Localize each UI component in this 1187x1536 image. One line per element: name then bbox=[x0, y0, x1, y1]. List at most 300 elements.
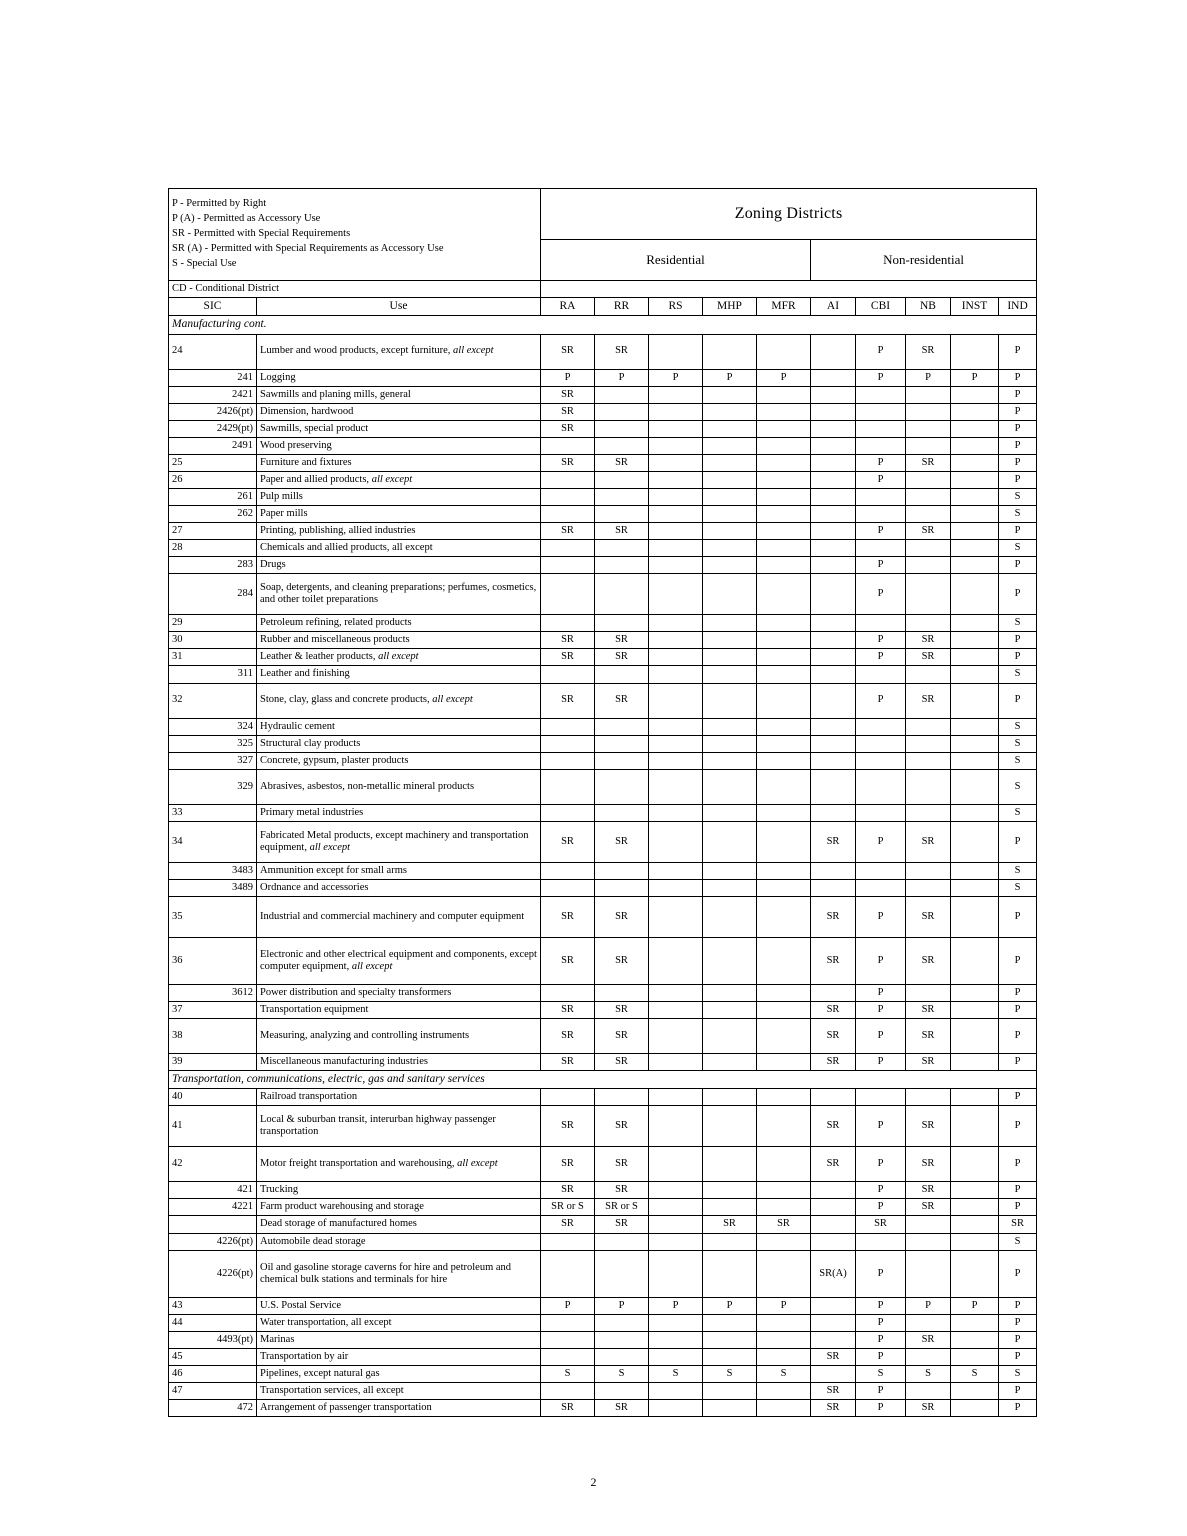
cell-ai bbox=[811, 420, 856, 437]
cell-ra bbox=[541, 1348, 595, 1365]
cell-mfr bbox=[757, 1331, 811, 1348]
cell-rs: S bbox=[649, 1365, 703, 1382]
cell-ai: SR bbox=[811, 1399, 856, 1416]
cell-ai: SR bbox=[811, 1106, 856, 1147]
cell-inst bbox=[951, 632, 999, 649]
cell-ra: SR bbox=[541, 386, 595, 403]
cell-mfr bbox=[757, 666, 811, 683]
legend-line: SR (A) - Permitted with Special Requirements as Accessory Use bbox=[172, 242, 444, 254]
cell-mfr bbox=[757, 437, 811, 454]
cell-nb: SR bbox=[906, 454, 951, 471]
cell-nb bbox=[906, 1089, 951, 1106]
cell-ai bbox=[811, 523, 856, 540]
cell-cbi: P bbox=[856, 937, 906, 984]
cell-sic: 3483 bbox=[169, 862, 257, 879]
cell-rr bbox=[595, 1348, 649, 1365]
cell-mhp bbox=[703, 984, 757, 1001]
cell-rs: P bbox=[649, 369, 703, 386]
cell-inst bbox=[951, 1382, 999, 1399]
cell-use: Petroleum refining, related products bbox=[257, 615, 541, 632]
cell-mhp: P bbox=[703, 369, 757, 386]
table-row bbox=[169, 752, 1037, 769]
cell-sic: 4493(pt) bbox=[169, 1331, 257, 1348]
cell-cbi: P bbox=[856, 1106, 906, 1147]
cell-ra bbox=[541, 769, 595, 804]
cell-mfr bbox=[757, 1054, 811, 1071]
cell-inst bbox=[951, 683, 999, 718]
cell-use: Arrangement of passenger transportation bbox=[257, 1399, 541, 1416]
cell-rr: SR bbox=[595, 1106, 649, 1147]
cell-inst bbox=[951, 804, 999, 821]
cell-rr: SR bbox=[595, 334, 649, 369]
cell-rr: SR bbox=[595, 937, 649, 984]
table-row bbox=[169, 649, 1037, 666]
cell-sic: 33 bbox=[169, 804, 257, 821]
cell-mfr bbox=[757, 1382, 811, 1399]
cell-sic: 44 bbox=[169, 1314, 257, 1331]
cell-inst bbox=[951, 735, 999, 752]
cell-mhp bbox=[703, 1399, 757, 1416]
cell-ai bbox=[811, 557, 856, 574]
cell-mfr bbox=[757, 1019, 811, 1054]
cell-sic: 3489 bbox=[169, 879, 257, 896]
cell-ra: SR bbox=[541, 683, 595, 718]
table-row bbox=[169, 896, 1037, 937]
cell-sic: 262 bbox=[169, 506, 257, 523]
cell-use: Leather & leather products, all except bbox=[257, 649, 541, 666]
cell-ind: S bbox=[999, 879, 1037, 896]
column-header-use: Use bbox=[257, 298, 541, 316]
cell-nb bbox=[906, 540, 951, 557]
cell-sic: 27 bbox=[169, 523, 257, 540]
cell-mfr bbox=[757, 984, 811, 1001]
table-row bbox=[169, 1348, 1037, 1365]
cell-ai: SR bbox=[811, 1348, 856, 1365]
table-row bbox=[169, 683, 1037, 718]
cell-use: Transportation services, all except bbox=[257, 1382, 541, 1399]
table-row bbox=[169, 1297, 1037, 1314]
cell-ind: P bbox=[999, 1182, 1037, 1199]
cell-ra: SR bbox=[541, 1399, 595, 1416]
cell-sic: 43 bbox=[169, 1297, 257, 1314]
cell-use: Trucking bbox=[257, 1182, 541, 1199]
cell-inst bbox=[951, 718, 999, 735]
cell-nb: SR bbox=[906, 1106, 951, 1147]
cell-rs bbox=[649, 1331, 703, 1348]
cell-use: Pipelines, except natural gas bbox=[257, 1365, 541, 1382]
cell-cbi bbox=[856, 615, 906, 632]
table-row bbox=[169, 334, 1037, 369]
cell-sic: 2421 bbox=[169, 386, 257, 403]
cell-inst bbox=[951, 649, 999, 666]
cell-rr bbox=[595, 1314, 649, 1331]
cell-inst bbox=[951, 1233, 999, 1250]
cell-cbi: P bbox=[856, 1199, 906, 1216]
cell-use: Paper mills bbox=[257, 506, 541, 523]
table-row bbox=[169, 632, 1037, 649]
cell-sic: 38 bbox=[169, 1019, 257, 1054]
table-body bbox=[169, 189, 1037, 1417]
cell-mhp bbox=[703, 683, 757, 718]
cell-nb bbox=[906, 386, 951, 403]
cell-use: Dead storage of manufactured homes bbox=[257, 1216, 541, 1233]
cell-ind: P bbox=[999, 1106, 1037, 1147]
cell-ind: P bbox=[999, 937, 1037, 984]
table-row bbox=[169, 1089, 1037, 1106]
cell-ind: SR bbox=[999, 1216, 1037, 1233]
cell-sic: 46 bbox=[169, 1365, 257, 1382]
cell-rs bbox=[649, 1089, 703, 1106]
cell-ra: SR bbox=[541, 821, 595, 862]
cell-rr bbox=[595, 386, 649, 403]
cell-ind: S bbox=[999, 862, 1037, 879]
cell-ai: SR(A) bbox=[811, 1250, 856, 1297]
cell-use: Ammunition except for small arms bbox=[257, 862, 541, 879]
cell-rs bbox=[649, 420, 703, 437]
cell-ind: P bbox=[999, 420, 1037, 437]
cell-mfr bbox=[757, 488, 811, 505]
cell-ra bbox=[541, 752, 595, 769]
cell-ind: P bbox=[999, 1314, 1037, 1331]
cell-ai bbox=[811, 1297, 856, 1314]
cell-use: Pulp mills bbox=[257, 488, 541, 505]
cell-nb: SR bbox=[906, 1331, 951, 1348]
use-qualifier: all except bbox=[371, 473, 413, 485]
cell-mhp bbox=[703, 937, 757, 984]
cell-ai bbox=[811, 735, 856, 752]
cell-sic: 25 bbox=[169, 454, 257, 471]
cell-rs bbox=[649, 488, 703, 505]
cell-nb bbox=[906, 1348, 951, 1365]
cell-ai bbox=[811, 471, 856, 488]
cell-mfr bbox=[757, 1147, 811, 1182]
cell-nb bbox=[906, 769, 951, 804]
cell-rr bbox=[595, 718, 649, 735]
cell-rr: SR or S bbox=[595, 1199, 649, 1216]
cell-cbi: P bbox=[856, 632, 906, 649]
column-header-ra: RA bbox=[541, 298, 595, 316]
cell-cbi: P bbox=[856, 1382, 906, 1399]
cell-mhp bbox=[703, 632, 757, 649]
cell-nb bbox=[906, 1233, 951, 1250]
cell-ind: P bbox=[999, 1250, 1037, 1297]
cell-rs bbox=[649, 1250, 703, 1297]
cell-mhp bbox=[703, 437, 757, 454]
table-row bbox=[169, 615, 1037, 632]
table-row bbox=[169, 769, 1037, 804]
cell-ra bbox=[541, 879, 595, 896]
cell-ind: P bbox=[999, 1297, 1037, 1314]
cell-ai bbox=[811, 1365, 856, 1382]
cell-mfr bbox=[757, 735, 811, 752]
cell-sic: 2491 bbox=[169, 437, 257, 454]
cell-sic: 29 bbox=[169, 615, 257, 632]
legend-line: P (A) - Permitted as Accessory Use bbox=[172, 213, 321, 225]
cell-use: Abrasives, asbestos, non-metallic mineral products bbox=[257, 769, 541, 804]
cell-ra: SR bbox=[541, 1182, 595, 1199]
cell-mfr bbox=[757, 1182, 811, 1199]
cell-mfr bbox=[757, 879, 811, 896]
cell-ai bbox=[811, 984, 856, 1001]
column-header-ai: AI bbox=[811, 298, 856, 316]
cell-mfr bbox=[757, 334, 811, 369]
cell-rs bbox=[649, 1182, 703, 1199]
cell-cbi bbox=[856, 540, 906, 557]
table-row bbox=[169, 666, 1037, 683]
cell-mhp bbox=[703, 649, 757, 666]
cell-inst bbox=[951, 879, 999, 896]
cell-rr: S bbox=[595, 1365, 649, 1382]
cell-ind: S bbox=[999, 1233, 1037, 1250]
cell-inst bbox=[951, 1314, 999, 1331]
cell-mfr bbox=[757, 386, 811, 403]
cell-ra bbox=[541, 540, 595, 557]
cell-mfr bbox=[757, 804, 811, 821]
cell-ind: P bbox=[999, 557, 1037, 574]
cell-rr: SR bbox=[595, 1054, 649, 1071]
cell-mfr bbox=[757, 506, 811, 523]
cell-ai bbox=[811, 1182, 856, 1199]
cell-ind: P bbox=[999, 984, 1037, 1001]
cell-nb: SR bbox=[906, 632, 951, 649]
cell-cbi bbox=[856, 506, 906, 523]
group-residential: Residential bbox=[541, 240, 811, 281]
cell-nb bbox=[906, 879, 951, 896]
cell-inst bbox=[951, 403, 999, 420]
cell-ai: SR bbox=[811, 1054, 856, 1071]
cell-ai bbox=[811, 666, 856, 683]
cell-nb: SR bbox=[906, 896, 951, 937]
cell-mhp bbox=[703, 420, 757, 437]
cell-cbi bbox=[856, 666, 906, 683]
cell-mfr bbox=[757, 523, 811, 540]
cell-cbi: P bbox=[856, 471, 906, 488]
cell-ra: SR bbox=[541, 454, 595, 471]
cell-rs bbox=[649, 666, 703, 683]
cell-nb: SR bbox=[906, 1182, 951, 1199]
cell-mhp bbox=[703, 1250, 757, 1297]
cell-cbi bbox=[856, 769, 906, 804]
cell-use: Miscellaneous manufacturing industries bbox=[257, 1054, 541, 1071]
cell-mhp bbox=[703, 1001, 757, 1018]
cell-cbi: P bbox=[856, 523, 906, 540]
cell-ra: SR or S bbox=[541, 1199, 595, 1216]
cell-rr bbox=[595, 540, 649, 557]
cell-use: Lumber and wood products, except furniture, all except bbox=[257, 334, 541, 369]
cell-mfr bbox=[757, 1348, 811, 1365]
use-qualifier: all except bbox=[378, 651, 419, 663]
cell-ai bbox=[811, 1089, 856, 1106]
cell-ai bbox=[811, 369, 856, 386]
cell-mfr bbox=[757, 615, 811, 632]
cell-sic: 324 bbox=[169, 718, 257, 735]
cell-sic: 37 bbox=[169, 1001, 257, 1018]
cell-rr bbox=[595, 735, 649, 752]
cell-nb: SR bbox=[906, 1399, 951, 1416]
cell-ra: P bbox=[541, 369, 595, 386]
cell-mhp bbox=[703, 1054, 757, 1071]
cell-cbi: P bbox=[856, 1331, 906, 1348]
section-row bbox=[169, 1071, 1037, 1089]
cell-mhp bbox=[703, 454, 757, 471]
cell-mhp bbox=[703, 879, 757, 896]
cell-cbi: P bbox=[856, 1297, 906, 1314]
cell-nb bbox=[906, 752, 951, 769]
cell-ai: SR bbox=[811, 1382, 856, 1399]
cell-rr: P bbox=[595, 1297, 649, 1314]
cell-ind: P bbox=[999, 1399, 1037, 1416]
cell-ai bbox=[811, 649, 856, 666]
cell-ai: SR bbox=[811, 937, 856, 984]
cell-ai bbox=[811, 506, 856, 523]
table-row bbox=[169, 369, 1037, 386]
cell-inst bbox=[951, 1250, 999, 1297]
cell-ra bbox=[541, 488, 595, 505]
cell-sic: 2429(pt) bbox=[169, 420, 257, 437]
cell-cbi: P bbox=[856, 557, 906, 574]
cell-mhp: SR bbox=[703, 1216, 757, 1233]
cell-nb bbox=[906, 506, 951, 523]
cell-nb bbox=[906, 1216, 951, 1233]
cell-inst bbox=[951, 420, 999, 437]
cell-use: Oil and gasoline storage caverns for hire and petroleum and chemical bulk stations and terminals for hire bbox=[257, 1250, 541, 1297]
cell-ra bbox=[541, 862, 595, 879]
cell-ind: P bbox=[999, 1199, 1037, 1216]
cell-inst bbox=[951, 615, 999, 632]
cell-rs bbox=[649, 1106, 703, 1147]
cell-cbi: P bbox=[856, 1182, 906, 1199]
cell-inst bbox=[951, 984, 999, 1001]
cell-rr: SR bbox=[595, 1019, 649, 1054]
cell-cbi: P bbox=[856, 334, 906, 369]
cell-rs bbox=[649, 403, 703, 420]
cell-ai bbox=[811, 804, 856, 821]
cell-use: Wood preserving bbox=[257, 437, 541, 454]
cell-sic: 26 bbox=[169, 471, 257, 488]
cell-ind: S bbox=[999, 666, 1037, 683]
cell-sic: 24 bbox=[169, 334, 257, 369]
cell-sic: 472 bbox=[169, 1399, 257, 1416]
cell-inst bbox=[951, 574, 999, 615]
cell-inst bbox=[951, 1147, 999, 1182]
cell-cbi: P bbox=[856, 369, 906, 386]
cell-use: Power distribution and specialty transformers bbox=[257, 984, 541, 1001]
cell-ai bbox=[811, 683, 856, 718]
section-row bbox=[169, 316, 1037, 334]
cell-nb: SR bbox=[906, 523, 951, 540]
cell-mhp bbox=[703, 1199, 757, 1216]
cell-use: Motor freight transportation and warehousing, all except bbox=[257, 1147, 541, 1182]
cell-rr bbox=[595, 1250, 649, 1297]
cell-rs bbox=[649, 896, 703, 937]
cell-rs bbox=[649, 471, 703, 488]
cell-rr bbox=[595, 506, 649, 523]
cell-ai bbox=[811, 437, 856, 454]
cell-cbi: P bbox=[856, 1019, 906, 1054]
cell-mhp bbox=[703, 574, 757, 615]
table-row bbox=[169, 1001, 1037, 1018]
cell-use: Hydraulic cement bbox=[257, 718, 541, 735]
cell-rr: SR bbox=[595, 821, 649, 862]
cell-rr bbox=[595, 615, 649, 632]
cell-rr bbox=[595, 862, 649, 879]
cell-rr bbox=[595, 557, 649, 574]
cell-nb bbox=[906, 804, 951, 821]
cell-mhp bbox=[703, 896, 757, 937]
cell-ai bbox=[811, 1331, 856, 1348]
cell-mhp bbox=[703, 334, 757, 369]
table-row bbox=[169, 879, 1037, 896]
cell-ind: S bbox=[999, 488, 1037, 505]
cell-ra: SR bbox=[541, 1019, 595, 1054]
cell-use: Farm product warehousing and storage bbox=[257, 1199, 541, 1216]
cell-sic: 45 bbox=[169, 1348, 257, 1365]
cell-rs bbox=[649, 1199, 703, 1216]
cell-ai bbox=[811, 769, 856, 804]
cell-ra bbox=[541, 437, 595, 454]
cell-inst bbox=[951, 769, 999, 804]
column-header-inst: INST bbox=[951, 298, 999, 316]
cell-sic: 4226(pt) bbox=[169, 1250, 257, 1297]
cell-inst bbox=[951, 471, 999, 488]
zoning-districts-title: Zoning Districts bbox=[541, 189, 1037, 240]
cell-ai bbox=[811, 1216, 856, 1233]
cell-sic: 241 bbox=[169, 369, 257, 386]
table-row bbox=[169, 1019, 1037, 1054]
table-row bbox=[169, 862, 1037, 879]
cell-cbi: P bbox=[856, 896, 906, 937]
cell-inst bbox=[951, 454, 999, 471]
cell-inst: P bbox=[951, 369, 999, 386]
cell-cbi: SR bbox=[856, 1216, 906, 1233]
cell-nb bbox=[906, 471, 951, 488]
cell-use: Structural clay products bbox=[257, 735, 541, 752]
cell-ai: SR bbox=[811, 1001, 856, 1018]
cell-rr bbox=[595, 1233, 649, 1250]
use-qualifier: all except bbox=[351, 960, 393, 972]
cell-inst bbox=[951, 821, 999, 862]
cell-rs bbox=[649, 862, 703, 879]
cell-cbi bbox=[856, 718, 906, 735]
cell-mhp bbox=[703, 862, 757, 879]
section-title: Transportation, communications, electric, gas and sanitary services bbox=[169, 1071, 1037, 1089]
cell-use: Printing, publishing, allied industries bbox=[257, 523, 541, 540]
cell-rr: SR bbox=[595, 1001, 649, 1018]
cell-sic: 284 bbox=[169, 574, 257, 615]
cell-nb bbox=[906, 488, 951, 505]
cell-cbi: P bbox=[856, 821, 906, 862]
cell-ind: P bbox=[999, 1019, 1037, 1054]
cell-sic bbox=[169, 1216, 257, 1233]
cell-mfr bbox=[757, 1106, 811, 1147]
table-row bbox=[169, 540, 1037, 557]
cell-nb: SR bbox=[906, 1054, 951, 1071]
cell-rs bbox=[649, 632, 703, 649]
cell-ra bbox=[541, 574, 595, 615]
cell-use: Soap, detergents, and cleaning preparations; perfumes, cosmetics, and other toilet preparations bbox=[257, 574, 541, 615]
cell-rs bbox=[649, 454, 703, 471]
cell-nb bbox=[906, 1382, 951, 1399]
cell-rs bbox=[649, 574, 703, 615]
cell-mhp bbox=[703, 1314, 757, 1331]
cell-ai bbox=[811, 386, 856, 403]
cell-mfr bbox=[757, 420, 811, 437]
cell-cbi: P bbox=[856, 1399, 906, 1416]
legend-line: S - Special Use bbox=[172, 257, 237, 269]
cell-cbi: P bbox=[856, 1314, 906, 1331]
cell-ai bbox=[811, 862, 856, 879]
cell-ind: P bbox=[999, 523, 1037, 540]
